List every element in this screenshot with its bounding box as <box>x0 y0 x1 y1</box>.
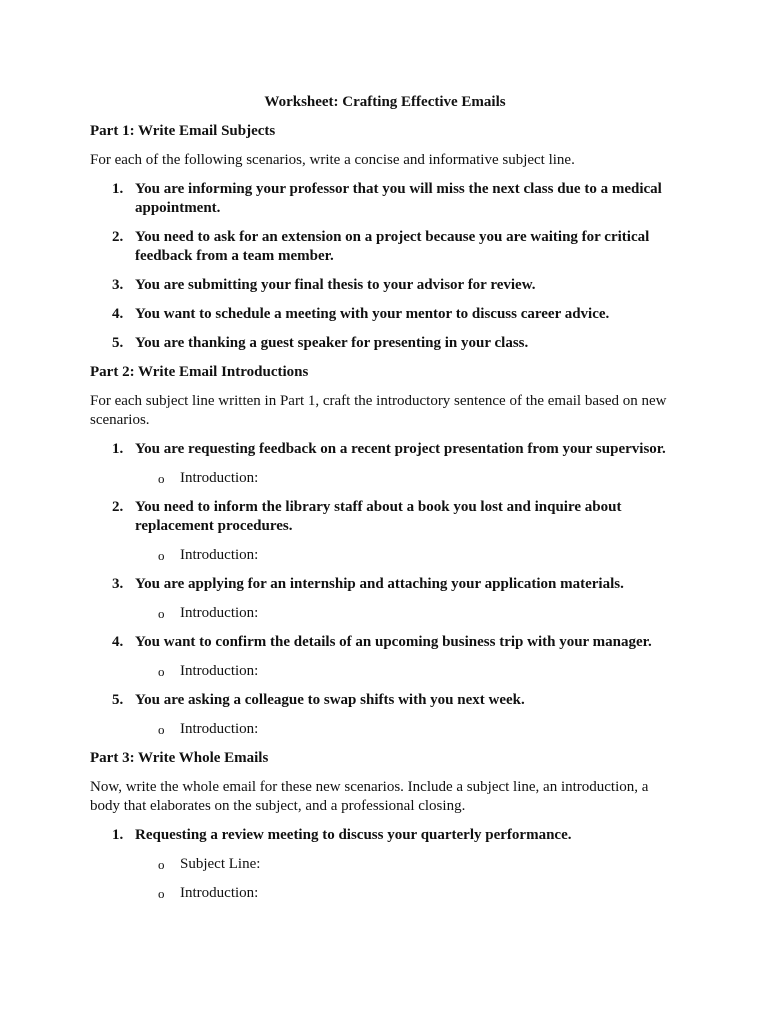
circle-bullet-icon: o <box>158 606 165 621</box>
sub-item <box>135 884 680 903</box>
item-number: 3. <box>112 576 124 592</box>
document-title: Worksheet: Crafting Effective Emails <box>264 94 506 110</box>
part2-item-5 <box>90 691 680 739</box>
part2-heading: Part 2: Write Email Introductions <box>90 364 309 380</box>
scenario-text: You are informing your professor that you will miss the next class due to a medical appointment. <box>135 181 662 216</box>
scenario-text: You need to ask for an extension on a project because you are waiting for critical feedback from a team member. <box>135 229 650 264</box>
circle-bullet-icon: o <box>158 722 165 737</box>
sub-item <box>135 469 680 488</box>
sub-item-label: Introduction: <box>180 721 259 737</box>
sub-list <box>135 662 680 681</box>
sub-list <box>135 720 680 739</box>
sub-item <box>135 546 680 565</box>
part1-item-5 <box>90 334 680 353</box>
part1-instructions: For each of the following scenarios, write a concise and informative subject line. <box>90 152 575 168</box>
part1-heading: Part 1: Write Email Subjects <box>90 123 276 139</box>
sub-item-label: Introduction: <box>180 663 259 679</box>
part2-instructions: For each subject line written in Part 1, craft the introductory sentence of the email based on new scenarios. <box>90 393 667 428</box>
scenario-text: You want to confirm the details of an upcoming business trip with your manager. <box>135 634 652 650</box>
item-number: 4. <box>112 306 124 322</box>
part2-list <box>90 440 680 739</box>
sub-list <box>135 855 680 903</box>
sub-item-label: Subject Line: <box>180 856 261 872</box>
item-number: 3. <box>112 277 124 293</box>
sub-item <box>135 855 680 874</box>
item-number: 4. <box>112 634 124 650</box>
sub-list <box>135 469 680 488</box>
scenario-text: You are thanking a guest speaker for presenting in your class. <box>135 335 529 351</box>
item-number: 1. <box>112 181 124 197</box>
item-number: 1. <box>112 441 124 457</box>
part1-item-4 <box>90 305 680 324</box>
scenario-text: You need to inform the library staff about a book you lost and inquire about replacement procedures. <box>135 499 622 534</box>
circle-bullet-icon: o <box>158 548 165 563</box>
scenario-text: You are requesting feedback on a recent project presentation from your supervisor. <box>135 441 666 457</box>
scenario-text: You are applying for an internship and attaching your application materials. <box>135 576 624 592</box>
circle-bullet-icon: o <box>158 886 165 901</box>
item-number: 5. <box>112 335 124 351</box>
part2-item-1 <box>90 440 680 488</box>
part1-item-1 <box>90 180 680 218</box>
sub-list <box>135 546 680 565</box>
item-number: 5. <box>112 692 124 708</box>
circle-bullet-icon: o <box>158 857 165 872</box>
part2-item-2 <box>90 498 680 565</box>
sub-list <box>135 604 680 623</box>
part1-list <box>90 180 680 353</box>
part1-item-2 <box>90 228 680 266</box>
circle-bullet-icon: o <box>158 664 165 679</box>
item-number: 2. <box>112 229 124 245</box>
circle-bullet-icon: o <box>158 471 165 486</box>
sub-item-label: Introduction: <box>180 547 259 563</box>
part3-heading: Part 3: Write Whole Emails <box>90 750 269 766</box>
part3-item-1 <box>90 826 680 903</box>
document-content <box>90 93 680 913</box>
sub-item-label: Introduction: <box>180 605 259 621</box>
sub-item <box>135 662 680 681</box>
sub-item-label: Introduction: <box>180 885 259 901</box>
part3-list <box>90 826 680 903</box>
scenario-text: You are asking a colleague to swap shifts with you next week. <box>135 692 525 708</box>
sub-item-label: Introduction: <box>180 470 259 486</box>
scenario-text: Requesting a review meeting to discuss your quarterly performance. <box>135 827 572 843</box>
scenario-text: You want to schedule a meeting with your mentor to discuss career advice. <box>135 306 610 322</box>
item-number: 2. <box>112 499 124 515</box>
sub-item <box>135 720 680 739</box>
item-number: 1. <box>112 827 124 843</box>
sub-item <box>135 604 680 623</box>
scenario-text: You are submitting your final thesis to your advisor for review. <box>135 277 536 293</box>
part2-item-4 <box>90 633 680 681</box>
part3-instructions: Now, write the whole email for these new scenarios. Include a subject line, an introduction, a body that elaborates on the subject, and a professional closing. <box>90 779 649 814</box>
part1-item-3 <box>90 276 680 295</box>
part2-item-3 <box>90 575 680 623</box>
